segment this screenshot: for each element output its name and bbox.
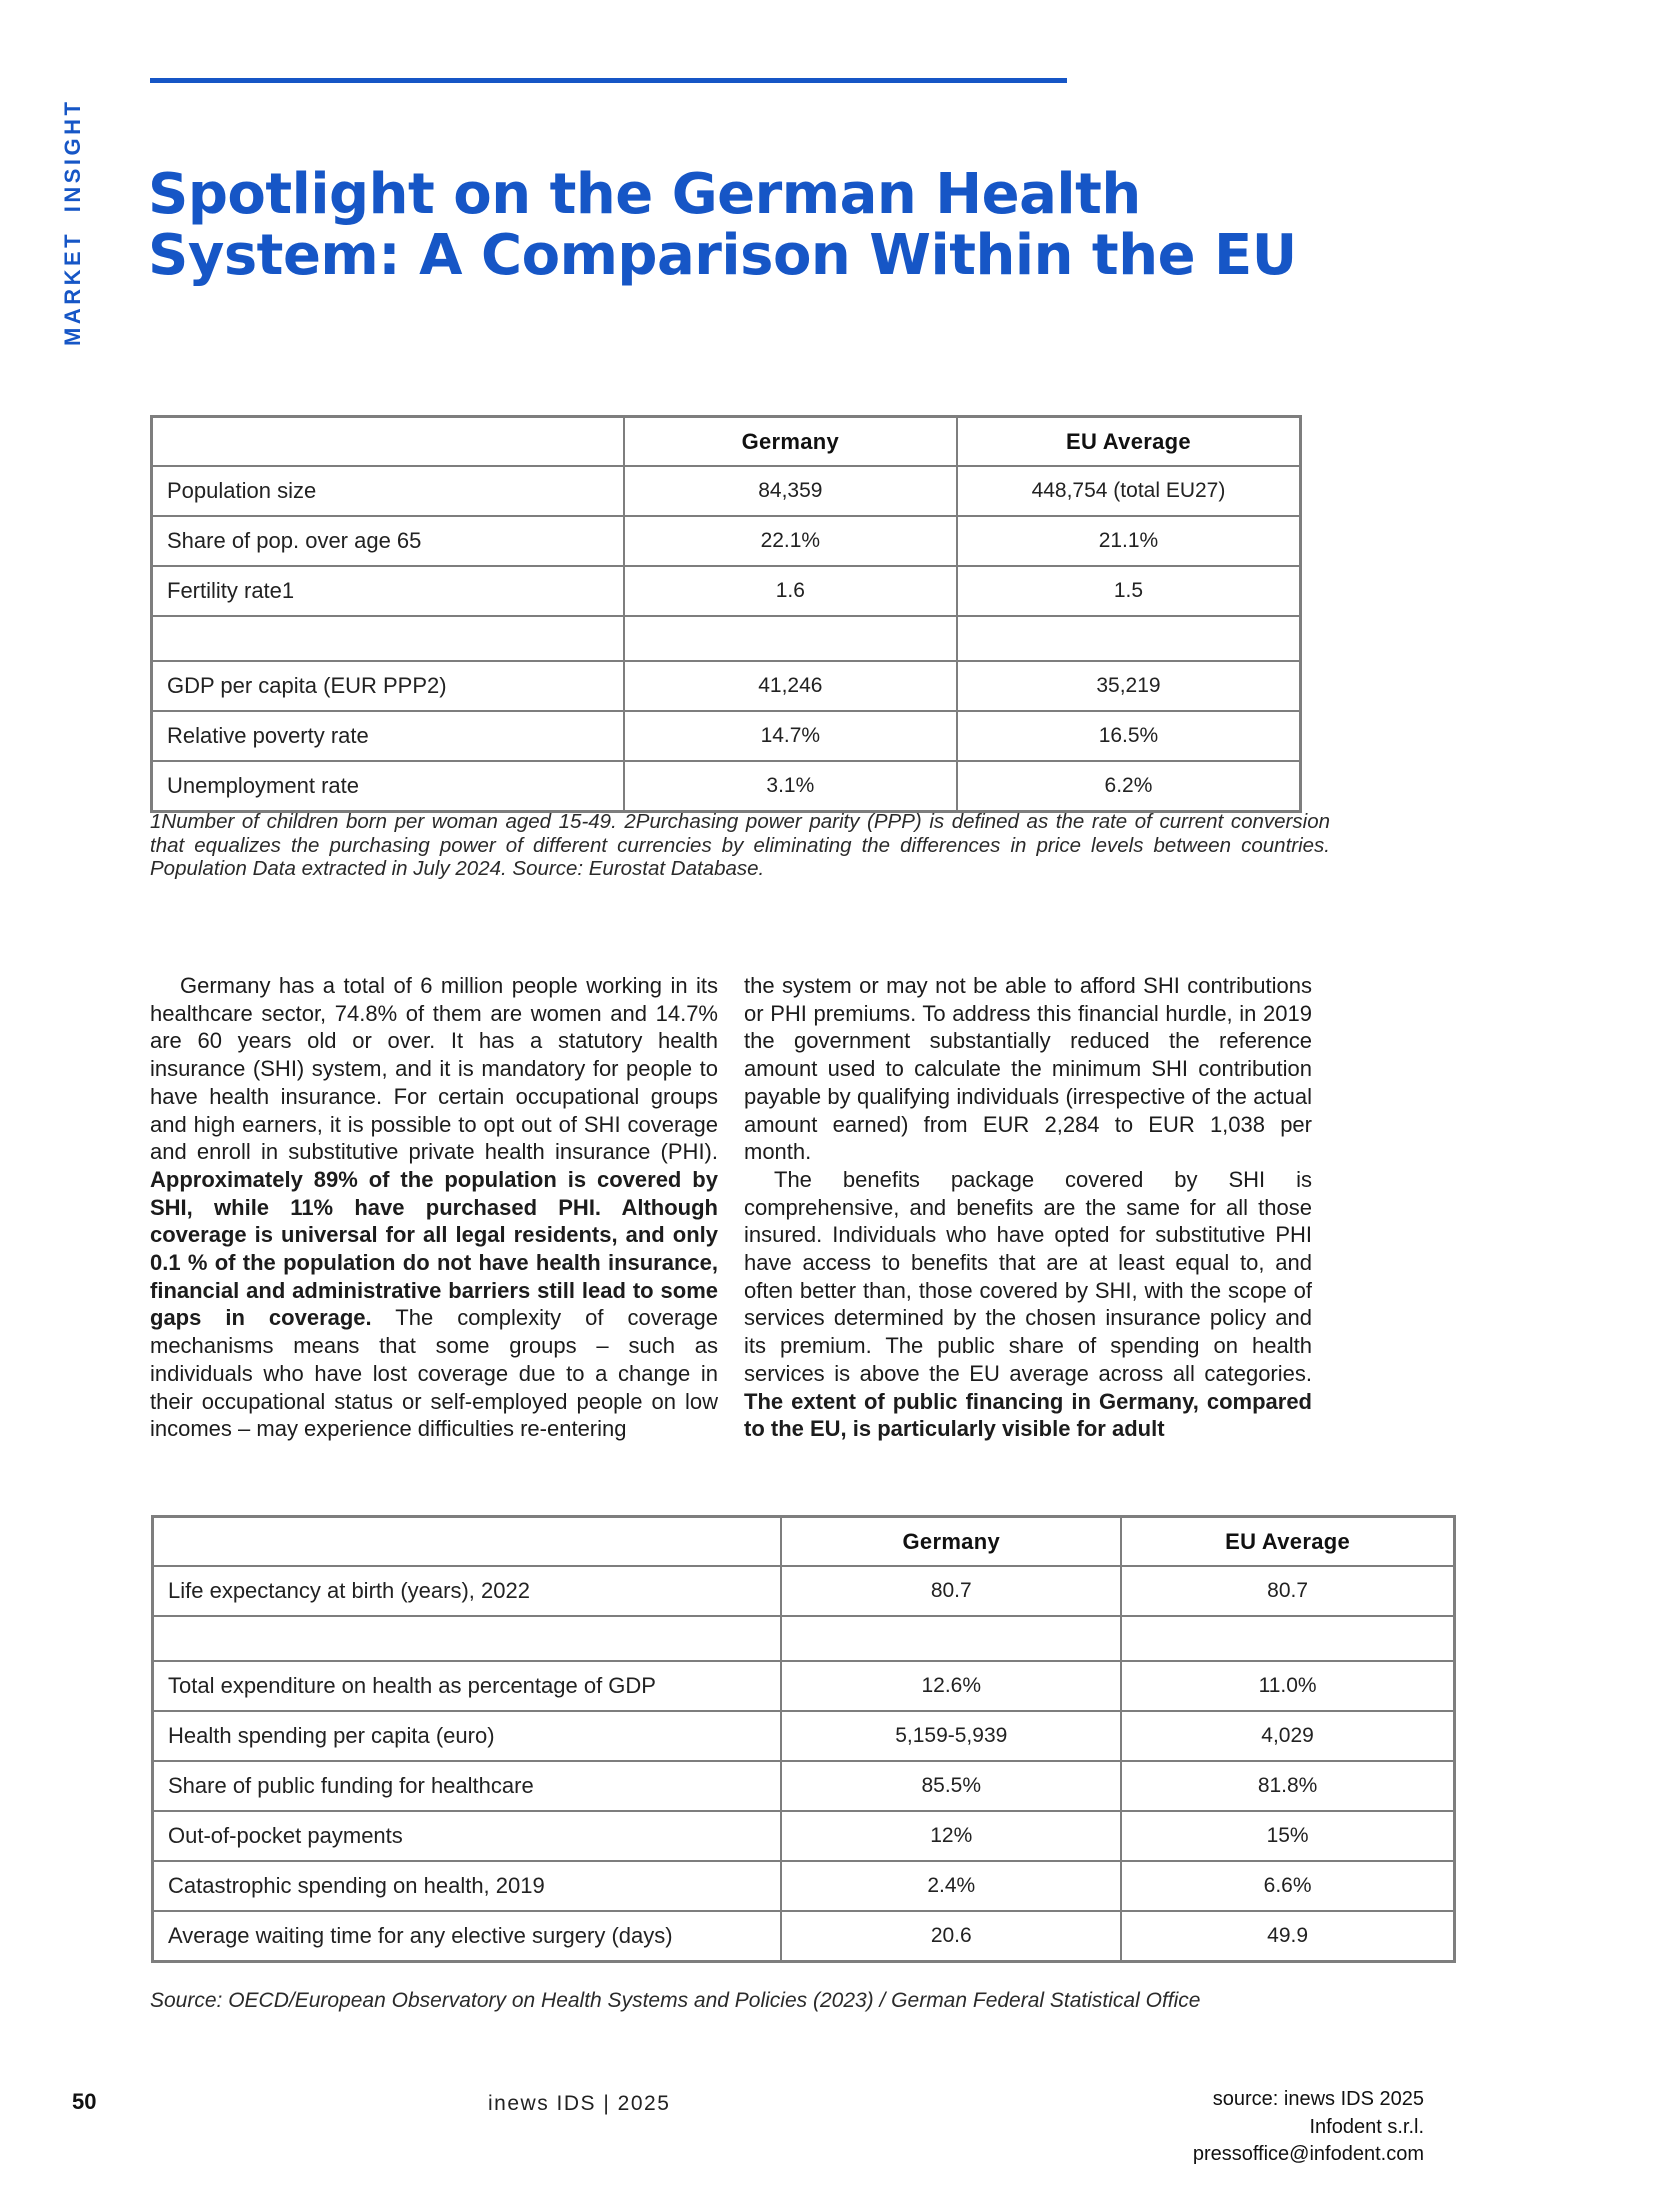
table-row [153,1811,1455,1861]
row-label: Total expenditure on health as percentage of GDP [153,1661,782,1711]
page-title-line1: Spotlight on the German Health [148,161,1141,227]
row-label: GDP per capita (EUR PPP2) [152,661,624,711]
row-label [152,616,624,661]
column-header [152,417,624,467]
row-value: 80.7 [781,1566,1121,1616]
body-paragraph [744,972,1312,1166]
row-value: 85.5% [781,1761,1121,1811]
row-value: 49.9 [1121,1911,1454,1962]
table-row [152,566,1301,616]
footer-publication: inews IDS | 2025 [488,2092,671,2115]
text-run: The complexity of coverage mechanisms means that some groups – such as individuals who have lost coverage due to a change in their occupational status or self-employed people on low incomes – may experience difficulties re-entering [150,1305,718,1442]
table-row [152,516,1301,566]
column-header: EU Average [1121,1517,1454,1567]
row-value: 12.6% [781,1661,1121,1711]
health-spending-table [151,1515,1456,1963]
bold-text-run: The extent of public financing in Germany, compared to the EU, is particularly visible for adult [744,1388,1312,1442]
row-value: 6.2% [957,761,1301,812]
page-title [148,161,1608,288]
row-value: 14.7% [624,711,957,761]
health-spending-table-container [151,1515,1456,1963]
table-row [152,466,1301,516]
body-paragraph [150,972,718,1443]
table-footnote: 1Number of children born per woman aged 15-49. 2Purchasing power parity (PPP) is defined as the rate of current conversion that equalizes the purchasing power of different currencies by eliminating the differences in price levels between countries. Population Data extracted in July 2024. Source: Eurostat Database. [150,810,1330,880]
table-header-row [153,1517,1455,1567]
table-row [153,1861,1455,1911]
row-label: Catastrophic spending on health, 2019 [153,1861,782,1911]
row-value: 1.5 [957,566,1301,616]
column-header: Germany [624,417,957,467]
column-header [153,1517,782,1567]
table-row [152,711,1301,761]
demographics-table [150,415,1302,813]
row-value: 4,029 [1121,1711,1454,1761]
article-body [150,972,1312,1443]
row-label: Health spending per capita (euro) [153,1711,782,1761]
row-label: Out-of-pocket payments [153,1811,782,1861]
row-value: 12% [781,1811,1121,1861]
footer-contact-block [1193,2086,1424,2169]
row-value: 11.0% [1121,1661,1454,1711]
row-value: 6.6% [1121,1861,1454,1911]
table-row [152,616,1301,661]
header-rule [150,78,1067,83]
page-title-line2: System: A Comparison Within the EU [148,222,1297,288]
row-value [957,616,1301,661]
row-label [153,1616,782,1661]
row-value: 15% [1121,1811,1454,1861]
email-link[interactable]: pressoffice@infodent.com [1192,2143,1424,2165]
row-label: Fertility rate1 [152,566,624,616]
row-value: 41,246 [624,661,957,711]
table-header-row [152,417,1301,467]
table-row [153,1566,1455,1616]
row-value: 35,219 [957,661,1301,711]
article-column-right [744,972,1312,1443]
table-row [153,1711,1455,1761]
row-label: Relative poverty rate [152,711,624,761]
row-value: 80.7 [1121,1566,1454,1616]
table-row [152,761,1301,812]
table-row [152,661,1301,711]
row-value: 22.1% [624,516,957,566]
article-column-left [150,972,718,1443]
table-row [153,1616,1455,1661]
row-value: 2.4% [781,1861,1121,1911]
row-label: Share of pop. over age 65 [152,516,624,566]
row-label: Unemployment rate [152,761,624,812]
footer-company: Infodent s.r.l. [1309,2115,1424,2138]
row-value: 1.6 [624,566,957,616]
row-value: 84,359 [624,466,957,516]
row-value [624,616,957,661]
table-row [153,1911,1455,1962]
row-value: 5,159-5,939 [781,1711,1121,1761]
row-value: 20.6 [781,1911,1121,1962]
text-run: the system or may not be able to afford SHI contributions or PHI premiums. To address this financial hurdle, in 2019 the government substantially reduced the reference amount used to calculate the minimum SHI contribution payable by qualifying individuals (irrespective of the actual amount earned) from EUR 2,284 to EUR 1,038 per month. [744,973,1312,1165]
column-header: Germany [781,1517,1121,1567]
row-label: Share of public funding for healthcare [153,1761,782,1811]
row-value: 448,754 (total EU27) [957,466,1301,516]
table-row [153,1661,1455,1711]
bold-text-run: Approximately 89% of the population is covered by SHI, while 11% have purchased PHI. Although coverage is universal for all legal residents, and only 0.1 % of the population do not have health insurance, financial and administrative barriers still lead to some gaps in coverage. [150,1166,718,1331]
row-label: Life expectancy at birth (years), 2022 [153,1566,782,1616]
footer-source: source: inews IDS 2025 [1212,2088,1424,2110]
text-run: Germany has a total of 6 million people working in its healthcare sector, 74.8% of them are women and 14.7% are 60 years old or over. It has a statutory health insurance (SHI) system, and it is mandatory for people to have health insurance. For certain occupational groups and high earners, it is possible to opt out of SHI coverage and enroll in substitutive private health insurance (PHI). [150,973,718,1165]
table-row [153,1761,1455,1811]
demographics-table-container [150,415,1302,813]
row-label: Population size [152,466,624,516]
column-header: EU Average [957,417,1301,467]
page-number: 50 [72,2089,97,2114]
table-source: Source: OECD/European Observatory on Health Systems and Policies (2023) / German Federal Statistical Office [150,1989,1201,2012]
body-paragraph [744,1166,1312,1443]
row-value: 81.8% [1121,1761,1454,1811]
text-run: The benefits package covered by SHI is comprehensive, and benefits are the same for all those insured. Individuals who have opted for substitutive PHI have access to benefits that are at least equal to, and often better than, those covered by SHI, with the scope of services determined by the chosen insurance policy and its premium. The public share of spending on health services is above the EU average across all categories. [744,1166,1312,1386]
row-value: 21.1% [957,516,1301,566]
row-label: Average waiting time for any elective surgery (days) [153,1911,782,1962]
row-value [781,1616,1121,1661]
row-value [1121,1616,1454,1661]
section-kicker: MARKET INSIGHT [60,98,85,346]
row-value: 3.1% [624,761,957,812]
row-value: 16.5% [957,711,1301,761]
